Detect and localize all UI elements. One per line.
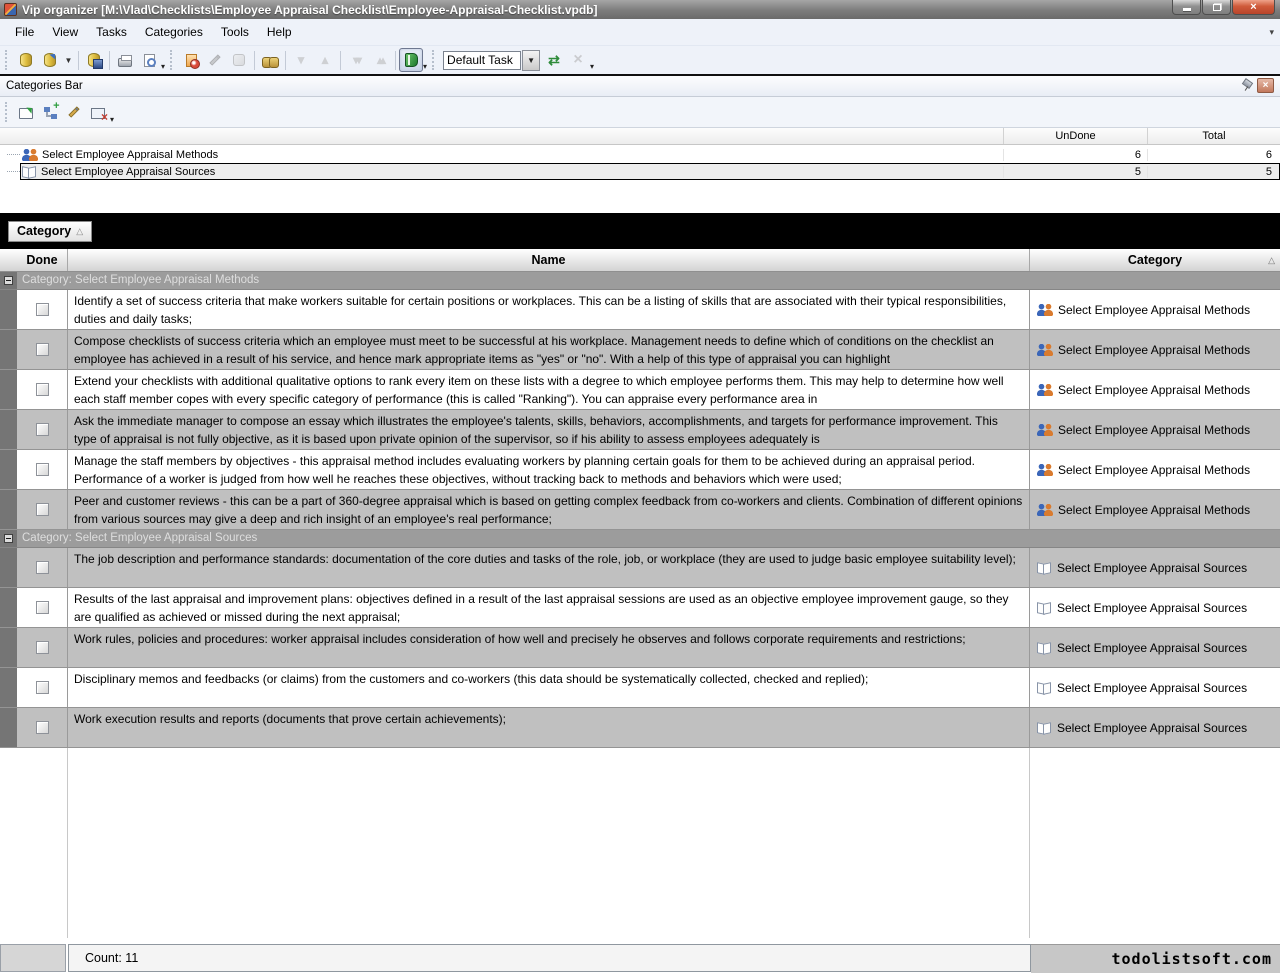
- assign-task-type-button[interactable]: [542, 48, 566, 72]
- restore-icon: [1213, 4, 1221, 11]
- task-checkbox[interactable]: [36, 561, 49, 574]
- task-name: Disciplinary memos and feedbacks (or claims) from the customers and co-workers (this data should be systematically collected, checked and replied);: [68, 668, 1030, 707]
- window-title: Vip organizer [M:\Vlad\Checklists\Employee Appraisal Checklist\Employee-Appraisal-Checklist.vpdb]: [22, 2, 598, 17]
- done-cell: [17, 330, 68, 369]
- row-indicator-column-header: [0, 249, 17, 271]
- task-category-cell: [1030, 628, 1280, 667]
- clear-icon: [573, 53, 582, 67]
- collapse-icon[interactable]: [4, 276, 13, 285]
- delete-task-icon: [233, 54, 245, 66]
- task-checkbox[interactable]: [36, 721, 49, 734]
- save-database-button[interactable]: [82, 48, 106, 72]
- pin-icon[interactable]: [1241, 79, 1252, 92]
- category-label: Select Employee Appraisal Sources: [41, 165, 216, 178]
- status-count: Count: 11: [68, 944, 1031, 972]
- tree-line: [7, 171, 20, 172]
- toolbar-grip: [5, 50, 10, 70]
- menu-tools[interactable]: Tools: [220, 25, 249, 39]
- close-button[interactable]: [1232, 0, 1275, 15]
- task-category-label: Select Employee Appraisal Methods: [1058, 502, 1251, 517]
- done-cell: [17, 290, 68, 329]
- category-row[interactable]: [0, 146, 1280, 163]
- move-to-bottom-button[interactable]: [344, 48, 368, 72]
- task-category-cell: [1030, 708, 1280, 747]
- group-by-label: Category: [17, 224, 72, 238]
- print-icon: [118, 58, 132, 67]
- people-icon: [1037, 424, 1053, 436]
- minimize-icon: [1183, 8, 1191, 11]
- menu-categories[interactable]: Categories: [144, 25, 203, 39]
- find-button[interactable]: [258, 48, 282, 72]
- menu-items: [6, 25, 301, 39]
- notebook-icon: [405, 53, 418, 67]
- print-preview-button[interactable]: [137, 48, 161, 72]
- category-label: Select Employee Appraisal Methods: [42, 148, 219, 161]
- done-cell: [17, 490, 68, 529]
- undone-count: 5: [1003, 166, 1147, 178]
- category-row[interactable]: [0, 163, 1280, 180]
- task-checkbox[interactable]: [36, 681, 49, 694]
- group-label: Category: Select Employee Appraisal Methods: [22, 274, 260, 286]
- total-count: 6: [1147, 149, 1280, 161]
- task-grid-body: [0, 272, 1280, 938]
- task-name: Peer and customer reviews - this can be a part of 360-degree appraisal which is based on getting complex feedback from co-workers and clients. Combination of different opinions from various sources may give a deep and rich insight of an employee's real performance;: [68, 490, 1030, 529]
- main-toolbar: [0, 46, 1280, 76]
- row-indicator: [0, 668, 17, 707]
- categories-grid-header: [0, 128, 1280, 145]
- book-icon: [1037, 602, 1052, 613]
- empty-name-column: [68, 748, 1030, 938]
- notes-view-toggle-more-caret-icon[interactable]: ▾: [423, 62, 428, 71]
- task-name: Work rules, policies and procedures: worker appraisal includes consideration of how well and precisely he observes and follows corporate requirements and restrictions;: [68, 628, 1030, 667]
- move-to-bottom-icon: [353, 53, 359, 67]
- group-by-category-button[interactable]: [8, 221, 92, 242]
- categories-bar-title: Categories Bar: [6, 80, 83, 92]
- done-cell: [17, 628, 68, 667]
- task-category-label: Select Employee Appraisal Sources: [1057, 560, 1248, 575]
- group-row-indicator: [0, 272, 17, 289]
- task-row[interactable]: [0, 290, 1280, 330]
- undone-column-header[interactable]: UnDone: [1003, 128, 1147, 144]
- collapse-icon[interactable]: [4, 534, 13, 543]
- window-controls: [1172, 0, 1275, 15]
- row-indicator: [0, 330, 17, 369]
- delete-task-button[interactable]: [227, 48, 251, 72]
- done-cell: [17, 708, 68, 747]
- notes-view-toggle[interactable]: [399, 48, 423, 72]
- task-category-label: Select Employee Appraisal Methods: [1058, 462, 1251, 477]
- open-database-button[interactable]: [38, 48, 62, 72]
- delete-category-icon: [91, 108, 105, 119]
- new-subcategory-button[interactable]: [38, 100, 62, 124]
- toolbar-separator: [285, 51, 286, 70]
- menu-tasks[interactable]: Tasks: [96, 25, 127, 39]
- menu-help[interactable]: Help: [266, 25, 292, 39]
- task-type-value[interactable]: Default Task: [443, 51, 521, 70]
- edit-task-icon: [209, 54, 220, 65]
- new-category-icon: [19, 108, 33, 119]
- categories-name-column-header[interactable]: [0, 128, 1003, 144]
- task-category-cell: [1030, 330, 1280, 369]
- task-checkbox[interactable]: [36, 343, 49, 356]
- total-column-header[interactable]: Total: [1147, 128, 1280, 144]
- tree-line: [7, 154, 20, 155]
- category-column-label: Category: [1127, 253, 1183, 267]
- name-column-header[interactable]: Name: [68, 249, 1030, 271]
- toolbar-separator: [395, 51, 396, 70]
- people-icon: [1037, 464, 1053, 476]
- app-icon: [4, 3, 17, 16]
- row-indicator: [0, 410, 17, 449]
- task-checkbox[interactable]: [36, 383, 49, 396]
- task-name: Extend your checklists with additional qualitative options to rank every item on these lists with a degree to which employee performs them. This may help to determine how well each staff member copes with every specific category of performance (this is called "Ranking"). You can appraise every performance area in: [68, 370, 1030, 409]
- status-left-box: [0, 944, 66, 972]
- open-database-button-dropdown-caret-icon[interactable]: ▼: [64, 55, 73, 65]
- menu-view[interactable]: View: [52, 25, 79, 39]
- task-row[interactable]: [0, 668, 1280, 708]
- new-database-button[interactable]: [14, 48, 38, 72]
- done-cell: [17, 588, 68, 627]
- move-up-icon: [322, 52, 329, 68]
- people-icon: [1037, 344, 1053, 356]
- task-checkbox[interactable]: [36, 503, 49, 516]
- row-indicator: [0, 628, 17, 667]
- menu-file[interactable]: File: [15, 25, 35, 39]
- toolbar-grip: [5, 102, 10, 122]
- categories-bar-controls: [1241, 78, 1274, 93]
- task-name: Results of the last appraisal and improvement plans: objectives defined in a result of the last appraisal sessions are used as an objective employee improvement gauge, so they are qualified as achieved or missed during the next appraisal;: [68, 588, 1030, 627]
- group-label: Category: Select Employee Appraisal Sources: [22, 532, 258, 544]
- categories-list: [0, 145, 1280, 213]
- group-row[interactable]: [0, 530, 1280, 548]
- toolbar-separator: [109, 51, 110, 70]
- task-checkbox[interactable]: [36, 463, 49, 476]
- new-task-icon: [186, 54, 197, 67]
- move-to-top-button[interactable]: [368, 48, 392, 72]
- row-indicator: [0, 708, 17, 747]
- people-icon: [1037, 304, 1053, 316]
- title-bar[interactable]: [0, 0, 1280, 19]
- task-category-cell: [1030, 490, 1280, 529]
- row-indicator: [0, 370, 17, 409]
- move-up-button[interactable]: [313, 48, 337, 72]
- task-checkbox[interactable]: [36, 641, 49, 654]
- book-icon: [1037, 682, 1052, 693]
- task-category-label: Select Employee Appraisal Sources: [1057, 680, 1248, 695]
- clear-task-type-button[interactable]: [566, 48, 590, 72]
- task-category-cell: [1030, 290, 1280, 329]
- category-column-header[interactable]: [1030, 249, 1280, 271]
- people-icon: [1037, 384, 1053, 396]
- task-name: Compose checklists of success criteria which an employee must meet to be successful at his workplace. Management needs to define which of conditions on the checklist an employee has achieved in a result of his service, and hence mark appropriate items as "yes" or "no". With a help of this type of appraisal you can highlight: [68, 330, 1030, 369]
- row-indicator: [0, 490, 17, 529]
- status-bar: [0, 938, 1280, 973]
- book-icon: [22, 166, 37, 177]
- group-row-indicator: [0, 530, 17, 547]
- task-category-cell: [1030, 370, 1280, 409]
- task-row[interactable]: [0, 330, 1280, 370]
- done-cell: [17, 410, 68, 449]
- task-category-cell: [1030, 548, 1280, 587]
- total-count: 5: [1147, 166, 1280, 178]
- move-to-top-icon: [377, 53, 383, 67]
- row-indicator: [0, 290, 17, 329]
- task-category-label: Select Employee Appraisal Sources: [1057, 600, 1248, 615]
- toolbar-separator: [340, 51, 341, 70]
- empty-category-column: [1030, 748, 1280, 938]
- book-icon: [1037, 642, 1052, 653]
- task-name: Ask the immediate manager to compose an essay which illustrates the employee's talents, skills, behaviors, accomplishments, and targets for performance improvement. This type of appraisal is not fully objective, as it is based upon private opinion of the supervisor, so if his ability to assess employees adequately is: [68, 410, 1030, 449]
- row-indicator: [0, 588, 17, 627]
- task-category-label: Select Employee Appraisal Sources: [1057, 640, 1248, 655]
- new-category-button[interactable]: [14, 100, 38, 124]
- minimize-button[interactable]: [1172, 0, 1201, 15]
- new-database-icon: [20, 53, 32, 67]
- categories-toolbar: [0, 97, 1280, 128]
- task-name: Identify a set of success criteria that make workers suitable for certain positions or workplaces. This can be a listing of skills that are associated with their typical responsibilities, duties and daily tasks;: [68, 290, 1030, 329]
- categories-bar-close-button[interactable]: ×: [1257, 78, 1274, 93]
- brand-watermark: todolistsoft.com: [1031, 944, 1280, 973]
- done-cell: [17, 370, 68, 409]
- save-database-icon: [88, 53, 100, 67]
- task-category-cell: [1030, 450, 1280, 489]
- task-category-cell: [1030, 668, 1280, 707]
- toolbar-separator: [78, 51, 79, 70]
- task-checkbox[interactable]: [36, 303, 49, 316]
- group-row[interactable]: [0, 272, 1280, 290]
- open-database-icon: [44, 53, 56, 67]
- task-row[interactable]: [0, 450, 1280, 490]
- menu-bar: [0, 19, 1280, 46]
- task-row[interactable]: [0, 708, 1280, 748]
- task-list-empty-area: [0, 748, 1280, 938]
- task-name: The job description and performance standards: documentation of the core duties and tasks of the role, job, or workplace (they are used to judge basic employee suitability level);: [68, 548, 1030, 587]
- done-cell: [17, 450, 68, 489]
- print-button[interactable]: [113, 48, 137, 72]
- category-row-content[interactable]: [20, 146, 1280, 163]
- done-cell: [17, 548, 68, 587]
- task-row[interactable]: [0, 490, 1280, 530]
- new-task-button[interactable]: [179, 48, 203, 72]
- menubar-overflow-chevron-icon[interactable]: ▾: [1269, 27, 1274, 37]
- task-name: Manage the staff members by objectives - this appraisal method includes evaluating workers by planning certain goals for them to be achieved during an appraisal period. Performance of a worker is judged from how well he reaches these objectives, without tracking back to methods and behaviors which were used;: [68, 450, 1030, 489]
- done-cell: [17, 668, 68, 707]
- close-icon: ×: [1250, 0, 1257, 13]
- row-indicator: [0, 450, 17, 489]
- book-icon: [1037, 562, 1052, 573]
- task-row[interactable]: [0, 628, 1280, 668]
- move-down-icon: [298, 52, 305, 68]
- category-row-content[interactable]: [20, 163, 1280, 180]
- delete-category-button-more-caret-icon[interactable]: ▾: [110, 115, 115, 124]
- toolbar-separator: [254, 51, 255, 70]
- edit-task-button[interactable]: [203, 48, 227, 72]
- group-by-band: [0, 213, 1280, 249]
- edit-category-button[interactable]: [62, 100, 86, 124]
- new-subcategory-icon: [44, 106, 57, 119]
- move-down-button[interactable]: [289, 48, 313, 72]
- find-icon: [262, 57, 279, 67]
- categories-bar-header: [0, 76, 1280, 97]
- toolbar-grip: [432, 50, 437, 70]
- sort-ascending-icon: △: [76, 225, 84, 236]
- toolbar-grip: [170, 50, 175, 70]
- task-row[interactable]: [0, 548, 1280, 588]
- task-checkbox[interactable]: [36, 601, 49, 614]
- book-icon: [1037, 722, 1052, 733]
- print-preview-icon: [144, 54, 155, 67]
- assign-icon: [548, 52, 560, 69]
- restore-button[interactable]: [1202, 0, 1231, 15]
- task-name: Work execution results and reports (documents that prove certain achievements);: [68, 708, 1030, 747]
- task-row[interactable]: [0, 588, 1280, 628]
- task-row[interactable]: [0, 370, 1280, 410]
- category-sort-ascending-icon: △: [1268, 255, 1275, 265]
- task-category-label: Select Employee Appraisal Methods: [1058, 302, 1251, 317]
- task-category-cell: [1030, 588, 1280, 627]
- done-column-header[interactable]: Done: [17, 249, 68, 271]
- task-category-cell: [1030, 410, 1280, 449]
- task-row[interactable]: [0, 410, 1280, 450]
- task-type-combobox[interactable]: [443, 50, 540, 71]
- task-category-label: Select Employee Appraisal Methods: [1058, 422, 1251, 437]
- task-checkbox[interactable]: [36, 423, 49, 436]
- row-indicator: [0, 548, 17, 587]
- print-preview-button-more-caret-icon[interactable]: ▾: [161, 62, 166, 71]
- task-grid-header: [0, 249, 1280, 272]
- clear-task-type-button-more-caret-icon[interactable]: ▾: [590, 62, 595, 71]
- people-icon: [22, 149, 38, 161]
- task-type-dropdown-button[interactable]: ▼: [522, 50, 540, 71]
- task-category-label: Select Employee Appraisal Sources: [1057, 720, 1248, 735]
- delete-category-button[interactable]: [86, 100, 110, 124]
- empty-done-column: [0, 748, 68, 938]
- edit-category-icon: [68, 106, 79, 117]
- task-category-label: Select Employee Appraisal Methods: [1058, 342, 1251, 357]
- task-category-label: Select Employee Appraisal Methods: [1058, 382, 1251, 397]
- undone-count: 6: [1003, 149, 1147, 161]
- people-icon: [1037, 504, 1053, 516]
